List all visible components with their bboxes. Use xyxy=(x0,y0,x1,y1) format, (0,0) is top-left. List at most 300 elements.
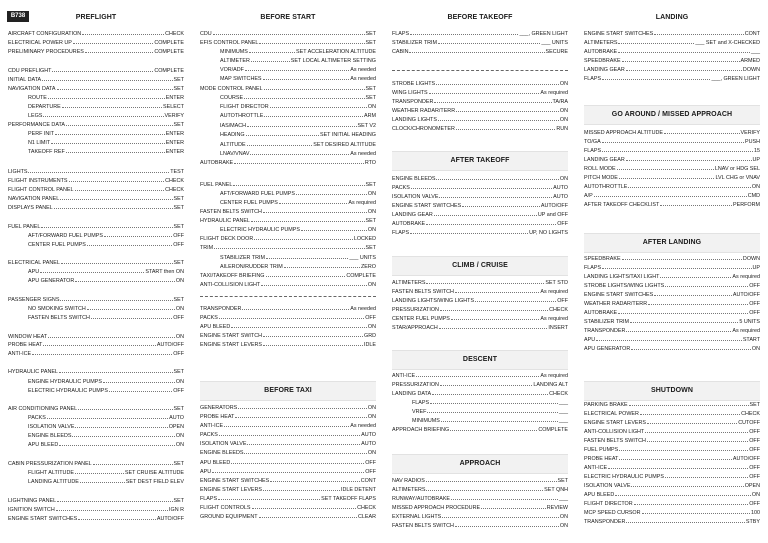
section-title-after-landing: AFTER LANDING xyxy=(642,239,702,246)
checklist-item xyxy=(200,73,376,82)
checklist-item xyxy=(8,175,184,184)
item-value: OFF xyxy=(749,301,760,307)
leader-dots xyxy=(263,484,340,491)
item-value: ARM xyxy=(364,113,376,119)
item-value: VERIFY xyxy=(740,130,760,136)
leader-dots xyxy=(439,322,548,329)
leader-dots xyxy=(244,92,364,99)
item-value: SET TAKEOFF FLAPS xyxy=(321,496,376,502)
leader-dots xyxy=(261,279,367,286)
checklist-item xyxy=(392,379,568,388)
leader-dots xyxy=(254,233,353,240)
checklist-item xyxy=(8,193,184,202)
item-label: MISSED APPROACH PROCEDURE xyxy=(392,505,481,511)
item-label: WEATHER RADAR/TERR xyxy=(584,301,648,307)
leader-dots xyxy=(247,139,313,146)
checklist-item xyxy=(392,114,568,123)
item-label: FUEL PUMPS xyxy=(584,447,619,453)
item-label: STROBE LIGHTS xyxy=(392,81,436,87)
item-label: FASTEN BELTS SWITCH xyxy=(392,289,454,295)
item-label: FUEL PANEL xyxy=(8,224,41,230)
leader-dots xyxy=(263,206,367,213)
leader-dots xyxy=(245,64,349,71)
leader-dots xyxy=(619,453,731,460)
leader-dots xyxy=(91,312,172,319)
leader-dots xyxy=(451,493,558,500)
item-label: AUTOBRAKE xyxy=(584,49,618,55)
checklist-item xyxy=(8,303,184,312)
checklist-item xyxy=(200,457,376,466)
item-value: SET xyxy=(365,245,376,251)
leader-dots xyxy=(634,498,749,505)
item-label: PROBE HEAT xyxy=(200,414,235,420)
item-label: PACKS xyxy=(28,415,46,421)
checklist-item xyxy=(584,262,760,271)
checklist-item xyxy=(584,498,760,507)
item-label: PITCH MODE xyxy=(584,175,618,181)
item-label: ROLL MODE xyxy=(584,166,616,172)
item-label: STABILIZER TRIM xyxy=(584,319,630,325)
checklist-item xyxy=(200,101,376,110)
item-label: FLAPS xyxy=(584,265,602,271)
item-label: ENGINE START SWITCHES xyxy=(584,292,654,298)
leader-dots xyxy=(78,513,156,520)
item-value: SET xyxy=(365,95,376,101)
leader-dots xyxy=(602,262,751,269)
item-label: ANTI-ICE xyxy=(8,351,32,357)
checklist-item xyxy=(392,304,568,313)
item-label: PASSENGER SIGNS xyxy=(8,297,60,303)
checklist-item xyxy=(584,136,760,145)
leader-dots xyxy=(410,227,528,234)
leader-dots xyxy=(629,399,749,406)
item-label: AUTOTHROTTLE xyxy=(220,113,264,119)
item-value: SET ACCELERATION ALTITUDE xyxy=(296,49,376,55)
item-label: GROUND EQUIPMENT xyxy=(200,514,258,520)
item-label: DISPLAYS PANEL xyxy=(8,205,53,211)
item-label: APPROACH BRIEFING xyxy=(392,427,450,433)
leader-dots xyxy=(432,388,548,395)
checklist-item xyxy=(392,87,568,96)
item-value: COMPLETE xyxy=(154,68,184,74)
item-value: OFF xyxy=(557,221,568,227)
item-label: NAVIGATION PANEL xyxy=(8,196,60,202)
leader-dots xyxy=(48,331,175,338)
badge: B738 xyxy=(7,11,29,22)
leader-dots xyxy=(410,28,518,35)
leader-dots xyxy=(438,114,559,121)
item-label: FASTEN BELTS SWITCH xyxy=(200,209,262,215)
leader-dots xyxy=(75,421,167,428)
checklist-item xyxy=(584,453,760,462)
checklist-item xyxy=(200,493,376,502)
item-label: TRANSPONDER xyxy=(200,306,242,312)
leader-dots xyxy=(429,87,540,94)
leader-dots xyxy=(54,202,173,209)
leader-dots xyxy=(622,55,740,62)
item-value: SET xyxy=(173,369,184,375)
checklist-item xyxy=(584,46,760,55)
item-label: CLOCK/CHRONOMETER xyxy=(392,126,455,132)
checklist-item xyxy=(200,330,376,339)
item-label: LIGHTS xyxy=(8,169,28,175)
item-value: ON xyxy=(559,81,568,87)
item-value: ON xyxy=(367,104,376,110)
item-value: OPEN xyxy=(744,483,760,489)
leader-dots xyxy=(235,411,367,418)
section-title-shutdown: SHUTDOWN xyxy=(650,387,694,394)
item-value: ON xyxy=(559,176,568,182)
leader-dots xyxy=(455,286,540,293)
leader-dots xyxy=(66,146,165,153)
checklist-item xyxy=(584,190,760,199)
checklist-item xyxy=(584,280,760,289)
column-2 xyxy=(200,0,376,543)
checklist-item xyxy=(200,252,376,261)
checklist-item xyxy=(200,206,376,215)
item-label: ENGINE START SWITCHES xyxy=(8,516,78,522)
checklist-item xyxy=(200,37,376,46)
leader-dots xyxy=(251,55,290,62)
leader-dots xyxy=(631,480,743,487)
item-value: CHECK xyxy=(165,178,184,184)
checklist-item xyxy=(8,202,184,211)
checklist-item xyxy=(8,110,184,119)
checklist-item xyxy=(8,312,184,321)
item-label: FLIGHT INSTRUMENTS xyxy=(8,178,68,184)
item-label: TAKEOFF REF xyxy=(28,149,65,155)
item-value: OPEN xyxy=(168,424,184,430)
checklist-item xyxy=(200,197,376,206)
checklist-item xyxy=(200,312,376,321)
item-value: ON xyxy=(175,334,184,340)
item-label: PACKS xyxy=(200,432,218,438)
leader-dots xyxy=(66,119,173,126)
item-value: VERIFY xyxy=(164,113,184,119)
checklist-item xyxy=(584,426,760,435)
item-value: OFF xyxy=(173,233,184,239)
item-value: COMPLETE xyxy=(538,427,568,433)
checklist-item xyxy=(392,493,568,502)
item-value: ___, GREEN LIGHT xyxy=(519,31,568,37)
item-label: CENTER FUEL PUMPS xyxy=(220,200,278,206)
item-label: WING LIGHTS xyxy=(392,90,428,96)
item-label: LANDING GEAR xyxy=(584,157,625,163)
item-value: CUTOFF xyxy=(738,420,760,426)
checklist-item xyxy=(392,182,568,191)
item-value: LVL CHG or VNAV xyxy=(715,175,760,181)
item-label: FLAPS xyxy=(392,31,410,37)
item-value: SET QNH xyxy=(544,487,568,493)
checklist-item xyxy=(8,74,184,83)
item-value: ON xyxy=(751,346,760,352)
item-value: START xyxy=(742,337,760,343)
item-value: CMD xyxy=(747,193,760,199)
item-value: ___ xyxy=(559,418,568,424)
item-label: FLIGHT DECK DOOR xyxy=(200,236,254,242)
item-label: AFT/FORWARD FUEL PUMPS xyxy=(28,233,103,239)
checklist-item xyxy=(392,37,568,46)
item-value: ___ UNITS xyxy=(349,255,376,261)
item-label: SPEEDBRAKE xyxy=(584,58,621,64)
item-value: ENTER xyxy=(165,131,184,137)
section-title-preflight: PREFLIGHT xyxy=(75,14,117,21)
item-label: APU BLEED xyxy=(200,324,231,330)
item-value: SET xyxy=(365,86,376,92)
checklist-item xyxy=(584,343,760,352)
item-label: FLIGHT CONTROL PANEL xyxy=(8,187,74,193)
item-label: EFIS CONTROL PANEL xyxy=(200,40,259,46)
leader-dots xyxy=(427,406,558,413)
item-label: AFTER TAKEOFF CHECKLIST xyxy=(584,202,660,208)
leader-dots xyxy=(32,348,172,355)
item-value: LNAV or HDG SEL xyxy=(714,166,760,172)
item-label: ALTIMETER xyxy=(220,58,250,64)
item-value: UP xyxy=(752,157,760,163)
leader-dots xyxy=(78,403,172,410)
item-value: OFF xyxy=(749,501,760,507)
leader-dots xyxy=(57,495,172,502)
leader-dots xyxy=(270,475,360,482)
checklist-item xyxy=(200,233,376,242)
checklist-item xyxy=(392,295,568,304)
item-label: EXTERNAL LIGHTS xyxy=(392,514,442,520)
item-value: ___, GREEN LIGHT xyxy=(711,76,760,82)
item-value: CHECK xyxy=(741,411,760,417)
checklist-item xyxy=(584,181,760,190)
leader-dots xyxy=(665,471,748,478)
leader-dots xyxy=(626,64,742,71)
item-value: AUTO/OFF xyxy=(732,456,760,462)
item-label: LEGS xyxy=(28,113,43,119)
checklist-item xyxy=(584,172,760,181)
checklist-item xyxy=(584,435,760,444)
checklist-item xyxy=(392,173,568,182)
item-value: As required xyxy=(540,90,568,96)
checklist-item xyxy=(8,412,184,421)
checklist-item xyxy=(8,239,184,248)
leader-dots xyxy=(233,179,364,186)
leader-dots xyxy=(231,457,364,464)
item-value: AUTO/OFF xyxy=(540,203,568,209)
checklist-item xyxy=(8,28,184,37)
item-label: ENGINE START SWITCH xyxy=(200,333,262,339)
checklist-item xyxy=(8,495,184,504)
checklist-item xyxy=(392,200,568,209)
item-value: ___ xyxy=(751,49,760,55)
item-label: ALTIMETERS xyxy=(392,280,426,286)
checklist-item xyxy=(392,78,568,87)
item-label: STROBE LIGHTS/WING LIGHTS xyxy=(584,283,665,289)
leader-dots xyxy=(455,520,559,527)
item-label: ENGINE START SWITCHES xyxy=(200,478,270,484)
checklist-item xyxy=(200,157,376,166)
item-label: CENTER FUEL PUMPS xyxy=(28,242,86,248)
section-header-after-landing xyxy=(584,233,760,253)
item-label: ISOLATION VALVE xyxy=(200,441,247,447)
item-value: CLEAR xyxy=(358,514,376,520)
leader-dots xyxy=(284,261,360,268)
item-label: LANDING LIGHTS/TAXI LIGHT xyxy=(584,274,660,280)
leader-dots xyxy=(224,420,349,427)
item-value: UP, NO LIGHTS xyxy=(529,230,568,236)
checklist-item xyxy=(584,298,760,307)
item-label: LANDING LIGHTS/WING LIGHTS xyxy=(392,298,475,304)
item-value: LOCKED xyxy=(353,236,376,242)
item-value: ARMED xyxy=(740,58,760,64)
item-value: SET xyxy=(365,40,376,46)
checklist-item xyxy=(392,322,568,331)
checklist-item xyxy=(392,397,568,406)
item-label: HEADING xyxy=(220,132,245,138)
item-value: ON xyxy=(175,278,184,284)
item-value: ON xyxy=(367,282,376,288)
item-value: COMPLETE xyxy=(154,49,184,55)
checklist-item xyxy=(200,179,376,188)
checklist-item xyxy=(8,83,184,92)
item-label: PRESSURIZATION xyxy=(392,382,439,388)
leader-dots xyxy=(73,37,153,44)
item-label: CDU xyxy=(200,31,212,37)
item-value: OFF xyxy=(749,465,760,471)
checklist-item xyxy=(8,184,184,193)
checklist-item xyxy=(200,261,376,270)
item-label: APU xyxy=(200,469,212,475)
leader-dots xyxy=(660,199,732,206)
section-header-go-around xyxy=(584,105,760,125)
item-value: As needed xyxy=(350,67,376,73)
leader-dots xyxy=(426,218,556,225)
leader-dots xyxy=(654,28,744,35)
item-label: PACKS xyxy=(392,185,410,191)
leader-dots xyxy=(619,444,748,451)
item-label: FUEL PANEL xyxy=(200,182,233,188)
item-value: SET CRUISE ALTITUDE xyxy=(124,470,184,476)
item-label: ELECTRIC HYDRAULIC PUMPS xyxy=(584,474,664,480)
checklist-item xyxy=(8,257,184,266)
checklist-item xyxy=(584,507,760,516)
item-value: OFF xyxy=(749,310,760,316)
leader-dots xyxy=(456,105,559,112)
leader-dots xyxy=(231,321,367,328)
item-value: SET xyxy=(365,218,376,224)
item-value: ON xyxy=(751,184,760,190)
leader-dots xyxy=(626,154,752,161)
item-label: LANDING GEAR xyxy=(584,67,625,73)
item-value: ON xyxy=(559,523,568,529)
checklist-item xyxy=(392,191,568,200)
item-value: ON xyxy=(367,405,376,411)
item-value: DOWN xyxy=(742,256,760,262)
item-value: SET V2 xyxy=(357,123,376,129)
item-value: ___ xyxy=(559,409,568,415)
checklist-item xyxy=(200,484,376,493)
item-label: CABIN xyxy=(392,49,409,55)
leader-dots xyxy=(247,120,356,127)
checklist-item xyxy=(392,406,568,415)
item-label: ANTI-ICE xyxy=(584,465,608,471)
checklist-item xyxy=(584,253,760,262)
item-label: LIGHTNING PANEL xyxy=(8,498,57,504)
leader-dots xyxy=(647,417,737,424)
item-value: SET LOCAL ALTIMETER SETTING xyxy=(290,58,376,64)
leader-dots xyxy=(596,334,742,341)
item-label: DEPARTURE xyxy=(28,104,61,110)
item-label: PACKS xyxy=(200,315,218,321)
leader-dots xyxy=(642,507,750,514)
checklist-item xyxy=(8,101,184,110)
leader-dots xyxy=(426,484,543,491)
item-label: AUTOBRAKE xyxy=(200,160,234,166)
item-label: ROUTE xyxy=(28,95,47,101)
item-value: ON xyxy=(367,450,376,456)
section-title-after-takeoff: AFTER TAKEOFF xyxy=(450,157,510,164)
checklist-item xyxy=(392,511,568,520)
section-header-before-taxi xyxy=(200,381,376,401)
item-value: SET xyxy=(365,182,376,188)
leader-dots xyxy=(43,339,155,346)
leader-dots xyxy=(647,435,748,442)
column-1 xyxy=(8,0,184,543)
item-label: LANDING GEAR xyxy=(392,212,433,218)
checklist-item xyxy=(200,339,376,348)
leader-dots xyxy=(55,128,165,135)
item-label: CABIN PRESSURIZATION PANEL xyxy=(8,461,92,467)
leader-dots xyxy=(436,173,558,180)
leader-dots xyxy=(263,73,350,80)
checklist-item xyxy=(584,64,760,73)
leader-dots xyxy=(93,458,173,465)
item-value: ON xyxy=(175,442,184,448)
item-value: OFF xyxy=(749,283,760,289)
item-value: SET xyxy=(173,224,184,230)
checklist-item xyxy=(584,28,760,37)
item-label: STAR/APPROACH xyxy=(392,325,438,331)
item-label: ISOLATION VALVE xyxy=(392,194,439,200)
item-value: SET xyxy=(173,122,184,128)
leader-dots xyxy=(87,239,172,246)
checklist-item xyxy=(392,484,568,493)
column-4 xyxy=(584,0,760,543)
checklist-item xyxy=(200,55,376,64)
checklist-item xyxy=(200,475,376,484)
checklist-item xyxy=(392,424,568,433)
checklist-item xyxy=(392,227,568,236)
item-value: SET xyxy=(749,402,760,408)
item-label: PERFORMANCE DATA xyxy=(8,122,66,128)
leader-dots xyxy=(411,182,552,189)
checklist-item xyxy=(200,188,376,197)
item-value: CHECK xyxy=(549,307,568,313)
item-label: ELECTRIC HYDRAULIC PUMPS xyxy=(220,227,300,233)
item-label: MINIMUMS xyxy=(412,418,440,424)
leader-dots xyxy=(622,253,742,260)
item-value: ON xyxy=(367,324,376,330)
item-value: OFF xyxy=(365,469,376,475)
leader-dots xyxy=(594,190,747,197)
item-value: SET xyxy=(173,461,184,467)
item-label: FASTEN BELTS SWITCH xyxy=(584,438,646,444)
item-label: ISOLATION VALVE xyxy=(28,424,75,430)
item-label: FLAPS xyxy=(392,230,410,236)
checklist-item xyxy=(200,129,376,138)
checklist-item xyxy=(200,92,376,101)
leader-dots xyxy=(430,397,558,404)
leader-dots xyxy=(626,516,745,523)
leader-dots xyxy=(654,289,732,296)
checklist-item xyxy=(392,123,568,132)
leader-dots xyxy=(42,74,172,81)
